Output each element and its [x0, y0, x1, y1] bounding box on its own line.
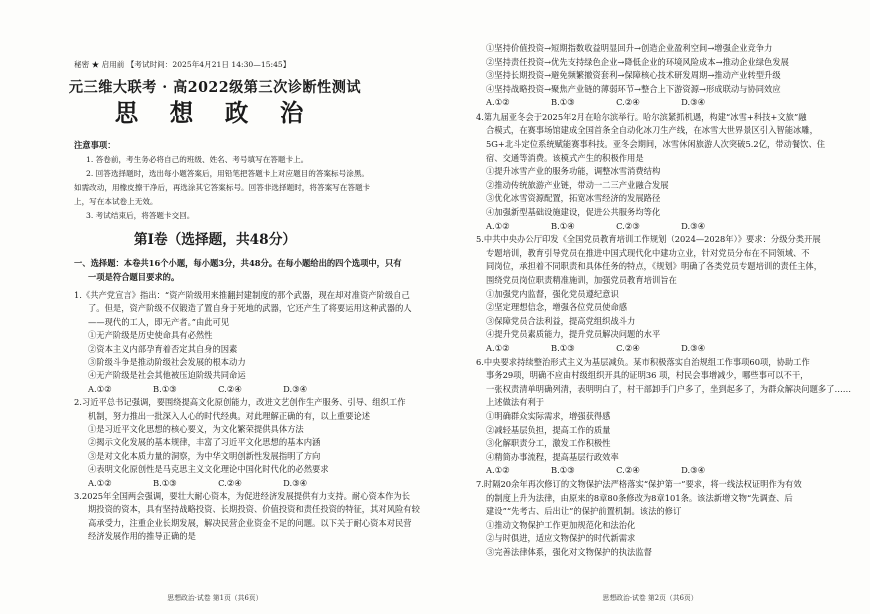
question-6-option: ②减轻基层负担，提高工作的质量 [486, 424, 611, 435]
question-6-option: ③化解职责分工，激发工作积极性 [486, 438, 611, 449]
page-footer: 思想政治·试卷 第2页（共6页） [602, 594, 698, 602]
question-3-stem: 3.2025年全国两会强调，要壮大耐心资本，为促进经济发展提供有力支持。耐心资本作为长 [74, 491, 411, 501]
question-2-option: ①是习近平文化思想的核心要义，为文化繁荣提供具体方法 [88, 424, 304, 434]
page-footer: 思想政治·试卷 第1页（共6页） [167, 594, 263, 602]
question-4-stem: 4.第九届亚冬会于2025年2月在哈尔滨举行。哈尔滨紧抓机遇，构建“冰雪+科技+文旅”融 [476, 111, 807, 122]
question-1-option: ③阶级斗争是推动阶级社会发展的根本动力 [88, 357, 246, 367]
right-page [440, 0, 870, 614]
question-7-stem: 建设”“先考古、后出让”的保护前置机制。该法的修订 [486, 506, 682, 517]
question-1-stem: 了。但是，资产阶级不仅锻造了置自身于死地的武器，它还产生了将要运用这种武器的人 [88, 303, 412, 314]
question-3-choices: A.①② B.①③ C.②④ D.③④ [486, 97, 706, 108]
question-4-option: ①提升冰雪产业的服务功能，调整冰雪消费结构 [486, 166, 661, 177]
question-4-stem: 合模式，在赛事场馆建成全国首条全自动化冰刀生产线，在冰雪大世界景区引入智能冰雕， [486, 125, 818, 136]
question-5-option: ②坚定理想信念，增强各位党员使命感 [486, 302, 628, 313]
question-4-option: ②推动传统旅游产业链，带动一二三产业融合发展 [486, 179, 669, 190]
question-3-option: ②坚持责任投资→优先支持绿色企业→降低企业的环境风险成本→推动企业绿色发展 [486, 56, 789, 67]
question-5-option: ③保障党员合法利益，提高党组织战斗力 [486, 315, 636, 326]
note-line: 3. 考试结束后，将答题卡交回。 [86, 211, 195, 220]
question-7-stem: 7.时隔20余年再次修订的文物保护法严格落实“保护第一”要求，将一线法权证明作为有效 [476, 479, 802, 489]
question-1-option: ②资本主义内部孕育着否定其自身的因素 [88, 343, 238, 354]
question-2-stem: 机制，努力推出一批深入人心的时代经典。对此理解正确的有，以上重要论述 [88, 410, 371, 421]
question-7-option: ②与时俱进，适应文物保护的时代新需求 [486, 533, 636, 544]
question-4-choices: A.①② B.①④ C.②③ D.③④ [486, 220, 706, 231]
instruction-line: 一项是符合题目要求的。 [88, 272, 180, 282]
question-5-stem: 同岗位，承担着不同职责和具体任务的特点，《规划》明确了各类党员专题培训的责任主体， [486, 261, 823, 272]
note-line: 上，写在本试卷上无效。 [74, 197, 158, 206]
question-7-option: ③完善法律体系，强化对文物保护的执法监督 [486, 547, 652, 557]
question-3-option: ①坚持价值投资→短期指数收益明显回升→创造企业盈利空间→增强企业竞争力 [486, 43, 773, 53]
question-2-choices: A.①② B.①③ C.②④ D.③④ [88, 477, 308, 488]
note-line: 1. 答卷前，考生务必将自己的班级、姓名、考号填写在答题卡上。 [86, 155, 309, 164]
question-6-option: ④精简办事流程，提高基层行政效率 [486, 451, 619, 462]
question-4-stem: 5G+北斗定位系统赋能赛事科技。亚冬会期间，冰雪休闲旅游人次突破5.2亿，带动餐饮、住 [486, 139, 826, 149]
question-4-stem: 宿、交通等消费。该模式产生的积极作用是 [486, 152, 644, 163]
instruction-line: 一、选择题：本卷共16个小题，每小题3分，共48分。在每小题给出的四个选项中，只有 [74, 258, 402, 268]
question-5-option: ①加强党内监督，强化党员遵纪意识 [486, 288, 619, 299]
subject-title: 思 想 政 治 [114, 98, 316, 127]
question-5-option: ④提升党员素质能力，提升党员解决问题的水平 [486, 329, 661, 340]
section-title: 第Ⅰ卷（选择题，共48分） [133, 232, 297, 248]
question-3-stem: 高承受力，注重企业长期发展，解决民营企业资金不足的问题。以下关于耐心资本对民营 [88, 517, 412, 528]
question-2-stem: 2.习近平总书记强调，要围绕提高文化原创能力，改进文艺创作生产服务、引导、组织工作 [74, 397, 406, 408]
note-line: 如需改动，用橡皮擦干净后，再选涂其它答案标号。回答非选择题时，将答案写在答题卡 [74, 183, 371, 192]
question-1-option: ④无产阶级是社会其他被压迫阶级共同命运 [88, 370, 246, 381]
notes-heading: 注意事项： [74, 140, 116, 150]
question-4-option: ③优化冰雪资源配置，拓宽冰雪经济的发展路径 [486, 193, 661, 204]
question-6-option: ①明确群众实际需求，增强获得感 [486, 411, 611, 421]
question-7-option: ①推动文物保护工作更加规范化和法治化 [486, 519, 636, 530]
question-4-option: ④加强新型基础设施建设，促进公共服务均等化 [486, 207, 661, 217]
question-5-stem: 围绕党员岗位职责精准施训，加强党员教育培训旨在 [486, 275, 677, 285]
question-1-choices: A.①② B.①③ C.②④ D.③④ [88, 383, 308, 394]
exam-title: 元三维大联考 · 高2022级第三次诊断性测试 [68, 79, 362, 96]
question-3-option: ④坚持战略投资→聚焦产业链的薄弱环节→整合上下游资源→形成联动与协同效应 [486, 83, 781, 94]
question-6-stem: 上述做法有利于 [486, 397, 545, 408]
question-6-stem: 6.中央要求持续整治形式主义为基层减负。某市积极落实自治规组工作事项60项，协助工作 [476, 356, 810, 367]
question-3-stem: 经济发展作用的推导正确的是 [88, 531, 196, 542]
question-6-stem: 一张权责清单明确列清，表明明白了，村干部卸手门户多了，坐到起多了，为群众解决问题多了…… [486, 383, 852, 394]
question-6-stem: 事务29项，明确不应由村级组织开具的证明36 项，村民会事增减少，哪些事可以不干， [486, 370, 809, 381]
question-1-stem: ——现代的工人，即无产者。”由此可见 [88, 316, 230, 327]
question-3-stem: 期投资的资本，具有坚持战略投资、长期投资、价值投资和责任投资的特征，其对风险有较 [88, 504, 420, 515]
question-5-stem: 5.中共中央办公厅印发《全国党员教育培训工作规划（2024—2028年）》要求：分级分类开展 [476, 234, 821, 245]
question-2-option: ②揭示文化发展的基本规律，丰富了习近平文化思想的基本内涵 [88, 437, 321, 448]
question-5-choices: A.①② B.①③ C.②④ D.③④ [486, 343, 706, 353]
question-1-option: ①无产阶级是历史使命具有必然性 [88, 330, 213, 341]
question-2-option: ④表明文化原创性是马克思主义文化理论中国化时代化的必然要求 [88, 464, 329, 475]
question-1-stem: 1.《共产党宣言》指出：“资产阶级用来推翻封建制度的那个武器，现在却对准资产阶级自己 [74, 290, 410, 300]
exam-header: 秘密 ★ 启用前 【考试时间：2025年4月21日 14:30—15:45】 [74, 60, 291, 69]
note-line: 2. 回答选择题时，选出每小题答案后，用铅笔把答题卡上对应题目的答案标号涂黑。 [86, 169, 370, 178]
question-6-choices: A.①② B.①③ C.②④ D.③④ [486, 465, 706, 476]
question-2-option: ③是对文化本质力量的洞察，为中华文明创新性发展指明了方向 [88, 450, 321, 461]
question-7-stem: 的制度上升为法律，由原来的8章80条修改为8章101条。该法新增文物“先调查、后 [486, 492, 793, 503]
question-5-stem: 专题培训，教育引导党员在推进中国式现代化中建功立业，针对党员分布在不同领域、不 [486, 247, 810, 258]
question-3-option: ③坚持长期投资→避免频繁撤资套利→保障核心技术研发周期→推动产业转型升级 [486, 70, 781, 81]
